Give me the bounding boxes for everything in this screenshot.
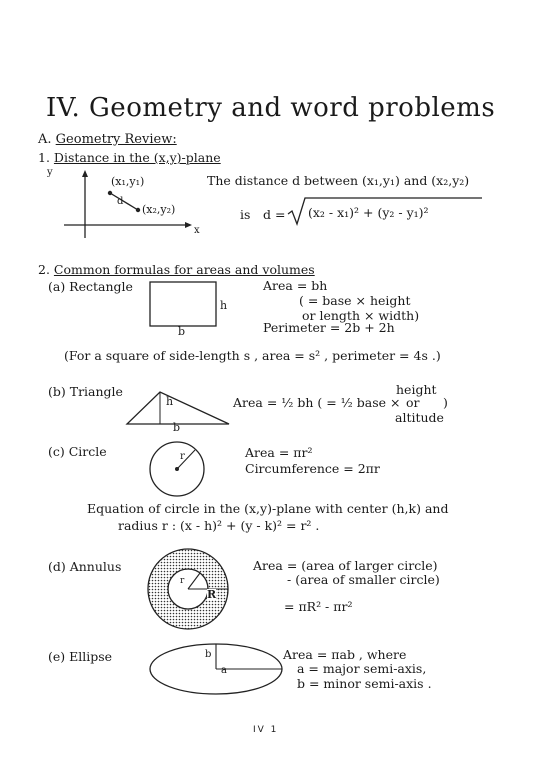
x-axis-arrow xyxy=(185,222,192,228)
graph-p2-label: (x₂,y₂) xyxy=(142,203,176,216)
ellipse-label: (e) Ellipse xyxy=(48,649,113,664)
square-note: (For a square of side-length s , area = s² , perimeter = 4s .) xyxy=(64,348,441,363)
page-title: IV. Geometry and word problems xyxy=(46,93,496,123)
rectangle-line-1: Area = bh xyxy=(263,278,328,293)
graph-x-label: x xyxy=(194,225,200,236)
distance-text: The distance d between (x₁,y₁) and (x₂,y₂) xyxy=(207,173,470,188)
ellipse-line-1: Area = πab , where xyxy=(283,647,407,662)
triangle-label: (b) Triangle xyxy=(48,384,123,399)
item-formulas-heading xyxy=(38,264,315,277)
triangle-area: Area = ½ bh ( = ½ base × xyxy=(233,395,401,410)
section-title: Geometry Review: xyxy=(55,132,177,147)
y-axis-arrow xyxy=(82,170,88,177)
circle-center xyxy=(175,467,179,471)
triangle-alt-1: height xyxy=(396,382,437,397)
annulus-r-label: r xyxy=(180,576,185,586)
section-heading xyxy=(38,133,177,146)
distance-formula: (x₂ - x₁)² + (y₂ - y₁)² xyxy=(308,205,429,220)
circle-label: (c) Circle xyxy=(48,444,107,459)
triangle-alt-3: altitude xyxy=(395,410,444,425)
rectangle-line-2: ( = base × height xyxy=(299,293,411,308)
graph-d-label: d xyxy=(117,196,124,207)
item-title: Common formulas for areas and volumes xyxy=(53,262,315,277)
annulus-R-label: R xyxy=(207,588,217,601)
ellipse-line-3: b = minor semi-axis . xyxy=(297,676,432,691)
point-1 xyxy=(108,191,112,195)
item-number: 1. xyxy=(38,150,50,165)
circle-circumference: Circumference = 2πr xyxy=(245,461,380,476)
rectangle-line-3: or length × width) xyxy=(302,308,420,323)
ellipse-a-label: a xyxy=(221,665,227,676)
section-label: A. xyxy=(38,132,52,147)
triangle-h-label: h xyxy=(166,395,174,408)
item-distance-heading xyxy=(38,152,221,165)
annulus-line-1: Area = (area of larger circle) xyxy=(253,558,438,573)
circle-figure xyxy=(148,440,208,500)
distance-is: is xyxy=(240,207,251,222)
circle-equation-line-1: Equation of circle in the (x,y)-plane with center (h,k) and xyxy=(87,501,449,516)
item-title: Distance in the (x,y)-plane xyxy=(53,150,221,165)
triangle-alt-2: or xyxy=(406,395,420,410)
ellipse-figure xyxy=(148,642,284,696)
circle-area: Area = πr² xyxy=(245,445,313,460)
annulus-figure xyxy=(145,546,231,632)
ellipse-b-label: b xyxy=(205,649,212,660)
rectangle-label: (a) Rectangle xyxy=(48,279,133,294)
point-2 xyxy=(136,208,140,212)
rectangle-h-label: h xyxy=(220,299,228,312)
graph-p1-label: (x₁,y₁) xyxy=(111,175,145,188)
item-number: 2. xyxy=(38,262,50,277)
triangle-b-label: b xyxy=(173,421,181,434)
graph-y-label: y xyxy=(47,167,53,178)
distance-segment xyxy=(110,193,138,210)
circle-r-label: r xyxy=(180,451,185,462)
annulus-line-2: - (area of smaller circle) xyxy=(287,572,440,587)
triangle-close: ) xyxy=(443,395,448,410)
annulus-label: (d) Annulus xyxy=(48,559,122,574)
rectangle-line-4: Perimeter = 2b + 2h xyxy=(263,320,395,335)
distance-lhs: d = xyxy=(263,207,286,222)
circle-equation-line-2: radius r : (x - h)² + (y - k)² = r² . xyxy=(118,518,320,533)
page-number: IV 1 xyxy=(253,725,279,735)
annulus-line-3: = πR² - πr² xyxy=(284,599,353,614)
rectangle-b-label: b xyxy=(178,325,186,338)
rectangle-figure xyxy=(148,280,228,330)
ellipse-line-2: a = major semi-axis, xyxy=(297,661,427,676)
